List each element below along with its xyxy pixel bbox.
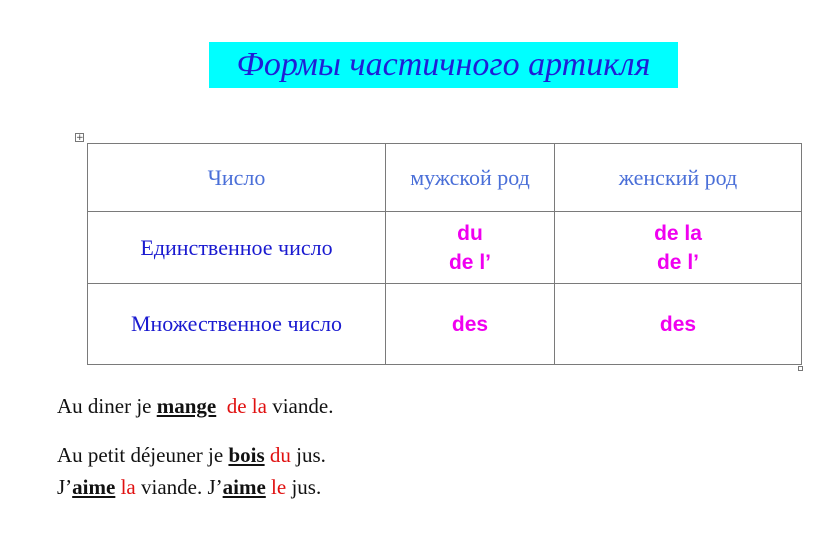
form-du: du <box>457 221 483 245</box>
example-sentence-2: Au petit déjeuner je bois du jus. <box>57 443 326 467</box>
header-feminine: женский род <box>555 144 802 212</box>
form-de-l: de l’ <box>448 250 491 274</box>
table-resize-handle[interactable] <box>798 366 803 371</box>
article-la: la <box>120 475 136 499</box>
verb-aime: aime <box>72 475 116 499</box>
example-sentence-3: J’aime la viande. J’aime le jus. <box>57 475 322 499</box>
verb-aime: aime <box>222 475 266 499</box>
table-move-handle-icon[interactable]: + <box>76 133 84 143</box>
form-des: des <box>659 312 697 336</box>
plural-feminine-forms <box>555 284 802 365</box>
partitive-article-table <box>87 143 802 365</box>
example-sentence-1: Au diner je mange de la viande. <box>57 394 334 418</box>
header-masculine: мужской род <box>386 144 555 212</box>
article-le: le <box>271 475 287 499</box>
verb-mange: mange <box>156 394 217 418</box>
singular-feminine-forms <box>555 212 802 284</box>
table-row <box>88 284 802 365</box>
form-des: des <box>451 312 489 336</box>
form-de-l: de l’ <box>656 250 699 274</box>
row-label-singular: Единственное число <box>88 212 386 284</box>
article-du: du <box>269 443 291 467</box>
verb-bois: bois <box>228 443 265 467</box>
header-number: Число <box>88 144 386 212</box>
form-de-la: de la <box>654 221 702 245</box>
page-title: Формы частичного артикля <box>209 42 678 88</box>
singular-masculine-forms <box>386 212 555 284</box>
article-de-la: de la <box>226 394 267 418</box>
row-label-plural: Множественное число <box>88 284 386 365</box>
table-row <box>88 212 802 284</box>
table-header-row <box>88 144 802 212</box>
plural-masculine-forms <box>386 284 555 365</box>
